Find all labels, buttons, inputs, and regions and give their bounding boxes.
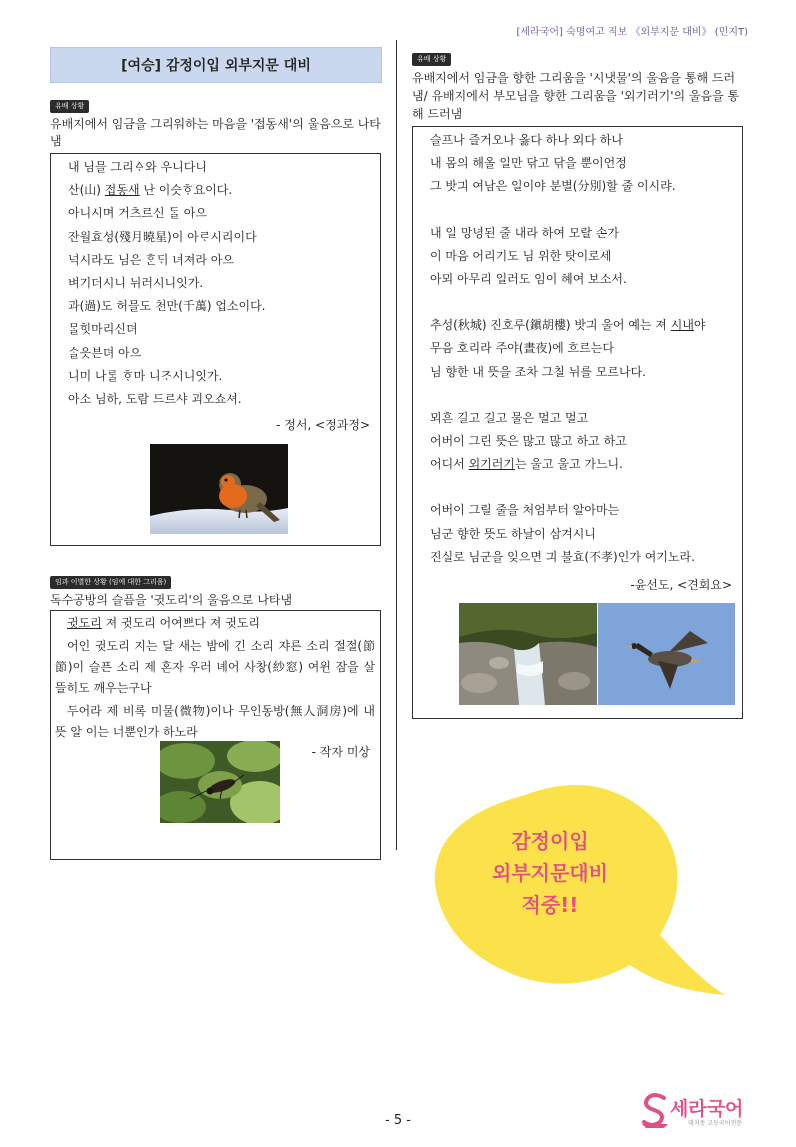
poem-box-jeonggwajeong bbox=[50, 153, 381, 546]
page-title: [여승] 감정이입 외부지문 대비 bbox=[50, 47, 382, 83]
poem-line: 그 밧긔 여남은 일이야 분별(分別)할 줄 이시랴. bbox=[430, 179, 676, 194]
section-tag: 임과 이별한 상황 (임에 대한 그리움) bbox=[50, 576, 171, 589]
poem-box-gyeonhoeyo bbox=[412, 126, 743, 719]
stream-photo bbox=[459, 603, 597, 705]
bubble-line: 감정이입 bbox=[511, 829, 589, 853]
poem-line: 아소 님하, 도람 드르샤 괴오쇼셔. bbox=[68, 392, 242, 407]
bubble-line: 외부지문대비 bbox=[492, 861, 608, 885]
poem-line: 뫼흔 길고 길고 물은 멀고 멀고 bbox=[430, 410, 589, 425]
bubble-line: 적중!! bbox=[521, 893, 579, 917]
poem-line: ᄆᆞᆯ힛마리신뎌 bbox=[68, 322, 138, 337]
section-tag: 유배 상황 bbox=[412, 53, 451, 66]
poem-line: 슬프나 즐거오나 옳다 하나 외다 하나 bbox=[430, 133, 623, 147]
poem-paragraph: 두어라 제 비록 미물(微物)이나 무인동방(無人洞房)에 내 뜻 알 이는 너뿐인가 하노라 bbox=[55, 704, 375, 739]
speech-bubble bbox=[425, 765, 725, 1005]
poem-line: 이 마음 어리기도 님 위한 탓이로세 bbox=[430, 248, 612, 263]
poem-paragraph: 어인 귓도리 지는 달 새는 밤에 긴 소리 쟈른 소리 절절(節節)이 슬픈 소리 제 혼자 우러 녜어 사창(紗窓) 여윈 잠을 살뜰히도 깨우는구나 bbox=[55, 639, 375, 695]
poem-author: - 작자 미상 bbox=[311, 745, 370, 759]
poem-line: 님 향한 내 뜻을 조차 그칠 뉘를 모르나다. bbox=[430, 364, 646, 379]
poem-line: 잔월효성(殘月曉星)이 아ᄅᆞ시리이다 bbox=[68, 229, 257, 244]
goose-photo bbox=[598, 603, 735, 705]
poem-author: - 정서, <정과정> bbox=[276, 418, 370, 432]
section-tag: 유배 상황 bbox=[50, 100, 89, 113]
keyword-jeopdongsae: 접동새 bbox=[104, 183, 140, 198]
poem-line: 어버이 그린 뜻은 많고 많고 하고 하고 bbox=[430, 434, 627, 449]
poem-line: 추성(秋城) 진호루(鎭胡樓) 밧긔 울어 예는 져 시내야 bbox=[430, 318, 706, 333]
keyword-oegireogi: 외기러기 bbox=[468, 457, 515, 472]
section-description: 독수공방의 슬픔을 '귓도리'의 울음으로 나타냄 bbox=[50, 593, 293, 607]
poem-line: 무음 호리라 주야(晝夜)에 흐르는다 bbox=[430, 341, 614, 356]
poem-line: 어디서 외기러기는 울고 울고 가느니. bbox=[430, 457, 623, 472]
poem-line: 진실로 님군을 잊으면 긔 불효(不孝)인가 여기노라. bbox=[430, 549, 695, 564]
cricket-photo bbox=[160, 741, 280, 823]
poem-line: 내 일 망녕된 줄 내라 하여 모랄 손가 bbox=[430, 225, 619, 240]
section-description: 유배지에서 임금을 향한 그리움을 '시냇물'의 울음을 통해 드러냄/ 유배지에서 부모님을 향한 그리움을 '외기러기'의 울음을 통해 드러냄 bbox=[412, 71, 740, 121]
brand-logo bbox=[640, 1090, 760, 1130]
poem-line: 과(過)도 허믈도 천만(千萬) 업소이다. bbox=[68, 299, 266, 314]
poem-line: 귓도리 져 귓도리 어여쁘다 져 귓도리 bbox=[67, 616, 260, 630]
section-description: 유배지에서 임금을 그리워하는 마음을 '접동새'의 울음으로 나타냄 bbox=[50, 117, 381, 148]
poem-box-gwitdori bbox=[50, 610, 381, 860]
logo-subtext: 대치동 고등국어전문 bbox=[688, 1120, 743, 1127]
poem-line: 어버이 그릴 줄을 처엄부터 알아마는 bbox=[430, 503, 620, 518]
poem-line: 님군 향한 뜻도 하날이 삼겨시니 bbox=[430, 526, 596, 541]
poem-line: 아뫼 아무리 일러도 임이 혜여 보소서. bbox=[430, 272, 627, 287]
logo-text: 세라국어 bbox=[670, 1098, 744, 1120]
keyword-gwitdori: 귓도리 bbox=[67, 616, 102, 630]
poem-line: 넉시라도 님은 ᄒᆞᆫᄃᆡ 녀져라 아으 bbox=[68, 252, 234, 267]
poem-author: -윤선도, <견회요> bbox=[630, 578, 732, 592]
page-header: [세라국어] 숙명여고 직보 《외부지문 대비》 (민지T) bbox=[516, 27, 748, 38]
poem-line: 니미 나ᄅᆞᆯ ᄒᆞ마 니ᄌᆞ시니잇가. bbox=[68, 368, 223, 383]
poem-line: ᄉᆞᆯ읏븐뎌 아으 bbox=[68, 345, 142, 360]
poem-line: 내 몸의 해올 일만 닦고 닦을 뿐이언정 bbox=[430, 156, 627, 171]
poem-line: 아니시며 거츠르신 ᄃᆞᆯ 아으 bbox=[68, 206, 207, 221]
column-divider bbox=[396, 40, 397, 850]
poem-line: 내 님믈 그리ᅀᆞ와 우니다니 bbox=[68, 160, 207, 174]
poem-line: 벼기더시니 뉘러시니잇가. bbox=[68, 276, 204, 291]
page-number: - 5 - bbox=[385, 1113, 411, 1128]
logo-mark-icon bbox=[640, 1092, 670, 1128]
poem-line: 산(山) 접동새 난 이슷ᄒᆞ요이다. bbox=[68, 183, 233, 198]
keyword-sinae: 시내 bbox=[670, 318, 694, 333]
robin-photo bbox=[150, 444, 288, 534]
